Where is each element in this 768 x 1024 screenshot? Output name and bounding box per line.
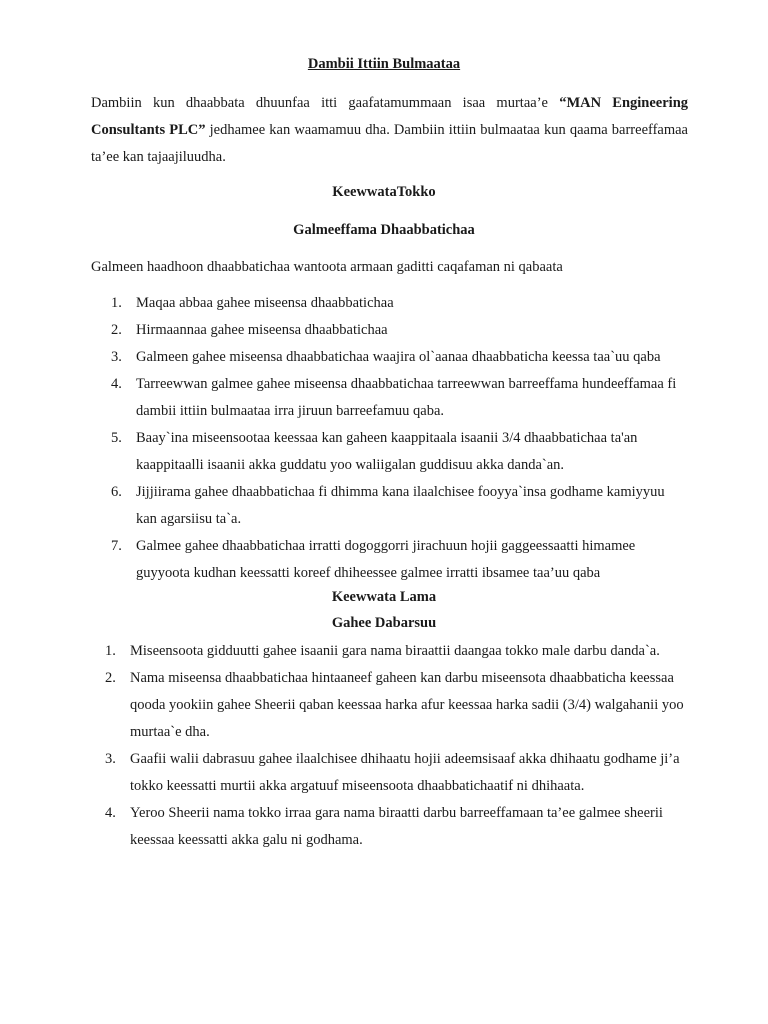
list-item-text: Hirmaannaa gahee miseensa dhaabbatichaa bbox=[136, 322, 388, 338]
list-item-number: 7. bbox=[111, 538, 122, 554]
section2-list bbox=[105, 638, 688, 854]
list-item bbox=[105, 746, 688, 800]
intro-text-2: jedhamee kan waamamuu dha. Dambiin ittiin bulmaataa kun qaama barreeffamaa ta’ee kan tajaajiluudha. bbox=[91, 122, 688, 165]
list-item-text: Galmeen gahee miseensa dhaabbatichaa waajira ol`aanaa dhaabbaticha keessa taa`uu qaba bbox=[136, 349, 661, 365]
list-item-text: Jijjiirama gahee dhaabbatichaa fi dhimma kana ilaalchisee fooyya`insa godhame kamiyyuu kan agarsiisu ta`a. bbox=[136, 484, 665, 527]
list-item bbox=[111, 533, 688, 587]
list-item bbox=[111, 317, 688, 344]
list-item bbox=[105, 800, 688, 854]
section1-heading: KeewwataTokko bbox=[332, 184, 436, 200]
list-item-text: Galmee gahee dhaabbatichaa irratti dogoggorri jirachuun hojii gaggeessaatti himamee guyyoota kudhan keessatti koreef dhiheessee galmee irratti ibsamee taa’uu qaba bbox=[136, 538, 636, 581]
intro-paragraph bbox=[91, 90, 688, 171]
document-title: Dambii Ittiin Bulmaataa bbox=[307, 56, 461, 72]
list-item-number: 2. bbox=[105, 670, 116, 686]
list-item bbox=[111, 344, 688, 371]
list-item-number: 5. bbox=[111, 430, 122, 446]
list-item bbox=[111, 425, 688, 479]
list-item-text: Gaafii walii dabrasuu gahee ilaalchisee dhihaatu hojii adeemsisaaf akka dhihaatu godhame ji’a tokko keessatti murtii akka argatuuf miseensoota dhaabbatichaatif ni dhihaata. bbox=[130, 751, 680, 794]
list-item-text: Miseensoota gidduutti gahee isaanii gara nama biraattii daangaa tokko male darbu danda`a. bbox=[130, 643, 660, 659]
list-item bbox=[111, 371, 688, 425]
list-item-number: 1. bbox=[111, 295, 122, 311]
list-item-number: 4. bbox=[105, 805, 116, 821]
section1-subheading: Galmeeffama Dhaabbatichaa bbox=[293, 222, 475, 238]
list-item-number: 3. bbox=[111, 349, 122, 365]
list-item-number: 4. bbox=[111, 376, 122, 392]
list-item-text: Maqaa abbaa gahee miseensa dhaabbatichaa bbox=[136, 295, 394, 311]
section1-list bbox=[111, 290, 688, 587]
section2-heading: Keewwata Lama bbox=[331, 589, 437, 605]
list-item-text: Nama miseensa dhaabbatichaa hintaaneef gaheen kan darbu miseensota dhaabbaticha keessaa qooda yookiin gahee Sheerii qaban keessaa harka afur keessaa harka sadii (3/4) walgahanii yoo murtaa`e dha. bbox=[130, 670, 684, 740]
list-item bbox=[111, 479, 688, 533]
list-item bbox=[105, 638, 688, 665]
list-item-text: Baay`ina miseensootaa keessaa kan gaheen kaappitaala isaanii 3/4 dhaabbatichaa ta'an kaappitaalli isaanii akka guddatu yoo waliigalan guddisuu akka danda`an. bbox=[136, 430, 638, 473]
list-item bbox=[105, 665, 688, 746]
company-name: “MAN Engineering Consultants PLC” bbox=[91, 95, 689, 138]
intro-text-1: Dambiin kun dhaabbata dhuunfaa itti gaafatamummaan isaa murtaa’e bbox=[91, 95, 560, 111]
list-item-text: Yeroo Sheerii nama tokko irraa gara nama biraatti darbu barreeffamaan ta’ee galmee sheerii keessaa keessatti akka galu ni godhama. bbox=[130, 805, 663, 848]
list-item-number: 6. bbox=[111, 484, 122, 500]
list-item bbox=[111, 290, 688, 317]
list-item-number: 2. bbox=[111, 322, 122, 338]
list-item-number: 1. bbox=[105, 643, 116, 659]
list-item-number: 3. bbox=[105, 751, 116, 767]
section2-subheading: Gahee Dabarsuu bbox=[331, 615, 437, 631]
list-item-text: Tarreewwan galmee gahee miseensa dhaabbatichaa tarreewwan barreeffama hundeeffamaa fi dambii ittiin bulmaataa irra jiruun barreefamuu qaba. bbox=[136, 376, 677, 419]
section1-lead: Galmeen haadhoon dhaabbatichaa wantoota armaan gaditti caqafaman ni qabaata bbox=[91, 259, 563, 275]
